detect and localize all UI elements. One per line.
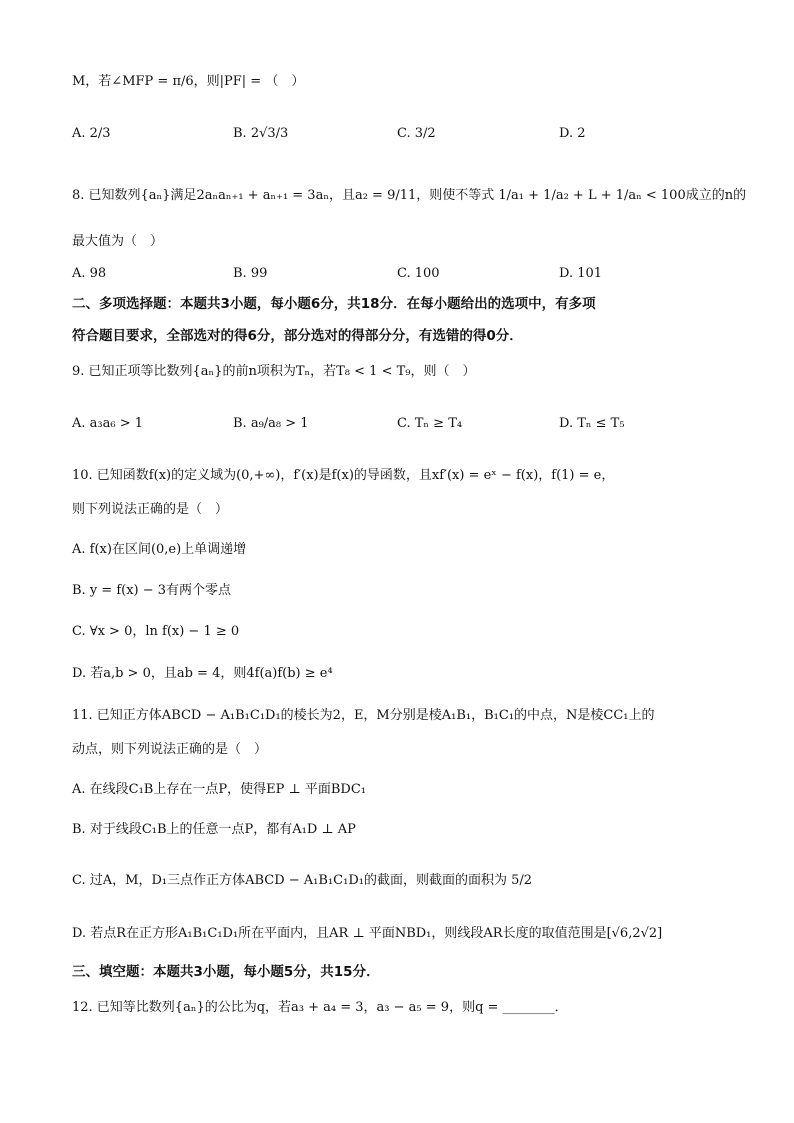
- q10-option-c: C. ∀x > 0，ln f(x) − 1 ≥ 0: [72, 624, 240, 639]
- q10-option-a: A. f(x)在区间(0,e)上单调递增: [72, 542, 247, 557]
- q9-option-b: B. a₉/a₈ > 1: [233, 416, 309, 431]
- q8-option-a: A. 98: [72, 266, 107, 281]
- q10-stem-cont: 则下列说法正确的是（ ）: [72, 502, 229, 517]
- q8-option-d: D. 101: [559, 266, 603, 281]
- section-2-heading-cont: 符合题目要求，全部选对的得6分，部分选对的得部分分，有选错的得0分．: [72, 328, 523, 344]
- q9-option-d: D. Tₙ ≤ T₅: [559, 416, 625, 431]
- q11-option-b: B. 对于线段C₁B上的任意一点P，都有A₁D ⊥ AP: [72, 822, 356, 837]
- q12-stem: 12. 已知等比数列{aₙ}的公比为q，若a₃ + a₄ = 3，a₃ − a₅ = 9，则q = ________．: [72, 1000, 568, 1015]
- q8-option-b: B. 99: [233, 266, 268, 281]
- q10-stem: 10. 已知函数f(x)的定义域为(0,+∞)，f′(x)是f(x)的导函数，且xf′(x) = eˣ − f(x)，f(1) = e，: [72, 468, 615, 483]
- q9-option-a: A. a₃a₆ > 1: [72, 416, 144, 431]
- q11-stem: 11. 已知正方体ABCD − A₁B₁C₁D₁的棱长为2，E，M分别是棱A₁B₁，B₁C₁的中点，N是棱CC₁上的: [72, 708, 655, 723]
- q7-stem-tail: M，若∠MFP = π/6，则|PF| = （ ）: [72, 74, 305, 89]
- q8-stem: 8. 已知数列{aₙ}满足2aₙaₙ₊₁ + aₙ₊₁ = 3aₙ，且a₂ = 9/11，则使不等式 1/a₁ + 1/a₂ + L + 1/aₙ < 100成立的n的: [72, 188, 747, 203]
- section-2-heading: 二、多项选择题：本题共3小题，每小题6分，共18分．在每小题给出的选项中，有多项: [72, 296, 596, 312]
- q11-stem-cont: 动点，则下列说法正确的是（ ）: [72, 742, 268, 757]
- q10-option-d: D. 若a,b > 0，且ab = 4，则4f(a)f(b) ≥ e⁴: [72, 666, 333, 681]
- q9-option-c: C. Tₙ ≥ T₄: [397, 416, 463, 431]
- section-3-heading: 三、填空题：本题共3小题，每小题5分，共15分．: [72, 964, 380, 980]
- q10-option-b: B. y = f(x) − 3有两个零点: [72, 583, 232, 598]
- q8-option-c: C. 100: [397, 266, 440, 281]
- q7-option-b: B. 2√3/3: [233, 126, 289, 141]
- q11-option-c: C. 过A，M，D₁三点作正方体ABCD − A₁B₁C₁D₁的截面，则截面的面积为 5/2: [72, 873, 533, 888]
- q9-stem: 9. 已知正项等比数列{aₙ}的前n项积为Tₙ，若T₈ < 1 < T₉，则（ ）: [72, 364, 476, 379]
- q11-option-a: A. 在线段C₁B上存在一点P，使得EP ⊥ 平面BDC₁: [72, 782, 366, 797]
- q7-option-d: D. 2: [559, 126, 586, 141]
- q7-option-a: A. 2/3: [72, 126, 111, 141]
- q11-option-d: D. 若点R在正方形A₁B₁C₁D₁所在平面内，且AR ⊥ 平面NBD₁，则线段AR长度的取值范围是[√6,2√2]: [72, 926, 663, 941]
- q7-option-c: C. 3/2: [397, 126, 436, 141]
- q8-stem-cont: 最大值为（ ）: [72, 234, 164, 249]
